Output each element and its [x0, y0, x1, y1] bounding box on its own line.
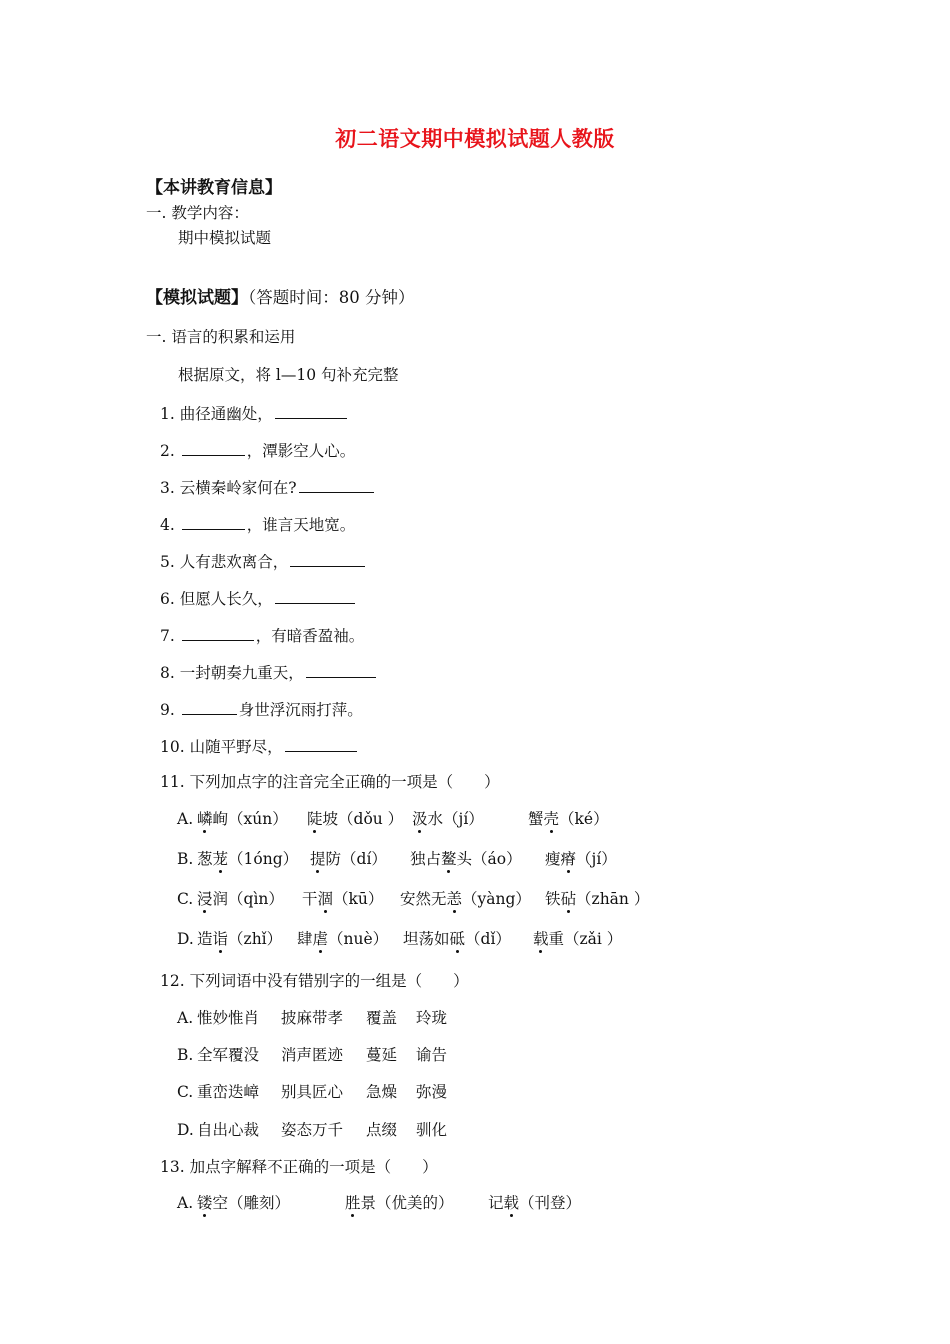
emphasis-dotted-char: 壳 [543, 810, 560, 828]
word-plain: （dǐ） [465, 930, 511, 948]
word-plain: 防（dí） [325, 850, 387, 868]
word-plain: （kū） [333, 890, 384, 908]
q12-stem: 12. 下列词语中没有错别字的一组是（ ） [160, 972, 469, 990]
answer-blank [182, 698, 237, 715]
q12-option-word: 急燥 [366, 1083, 398, 1101]
q11-option-label: B. [177, 850, 194, 868]
q11-option-label: C. [177, 890, 194, 908]
q12-option-word: 消声匿迹 [281, 1046, 344, 1064]
q11-option-label: D. [177, 930, 194, 948]
q12-option-label: C. [177, 1083, 194, 1101]
exam-section-header: 【模拟试题】 [146, 288, 248, 308]
q11-option-word [533, 929, 622, 949]
word-plain: 记 [488, 1194, 504, 1212]
answer-blank [299, 476, 374, 493]
word-plain: 铁 [545, 890, 561, 908]
exam-time-note: （答题时间：80 分钟） [248, 288, 415, 307]
fill-item [160, 439, 355, 461]
fill-item-text-before: 但愿人长久， [179, 590, 273, 608]
fill-item-text-after: ，谁言天地宽。 [246, 516, 356, 534]
q11-option-word [302, 889, 383, 909]
fill-item-text-before: 云横秦岭家何在? [179, 479, 297, 497]
word-plain: 造 [197, 930, 213, 948]
q11-option-word [545, 849, 617, 869]
emphasis-dotted-char: 嶙 [197, 810, 213, 828]
q12-option-word: 自出心裁 [197, 1121, 260, 1139]
q12-option-word: 点缀 [366, 1121, 398, 1139]
part1-instruction: 根据原文，将 l—10 句补充完整 [178, 366, 399, 384]
q13-stem: 13. 加点字解释不正确的一项是（ ） [160, 1158, 438, 1176]
q12-option-word: 披麻带孝 [281, 1009, 344, 1027]
emphasis-dotted-char: 涸 [317, 890, 334, 908]
q11-option-word [197, 809, 288, 829]
answer-blank [182, 624, 254, 641]
word-plain: （zhǐ） [228, 930, 283, 948]
teaching-content-text: 期中模拟试题 [178, 229, 272, 247]
word-plain: （nuè） [328, 930, 389, 948]
word-plain: 润（qìn） [212, 890, 284, 908]
word-plain: 坦荡如 [403, 930, 450, 948]
q13-option-word [488, 1193, 581, 1213]
word-plain: 水（jí） [427, 810, 484, 828]
q11-option-word [297, 929, 388, 949]
q12-option-word: 别具匠心 [281, 1083, 344, 1101]
info-section-header: 【本讲教育信息】 [146, 178, 282, 198]
fill-item-text-before: 人有悲欢离合， [179, 553, 289, 571]
emphasis-dotted-char: 陡 [307, 810, 323, 828]
fill-item-number: 1. [160, 405, 180, 423]
q12-option-word: 重峦迭嶂 [197, 1083, 260, 1101]
emphasis-dotted-char: 恙 [446, 890, 463, 908]
word-plain: 重（zǎi ） [548, 930, 623, 948]
word-plain: （yàng） [462, 890, 531, 908]
emphasis-dotted-char: 镂 [197, 1194, 213, 1212]
q11-option-word [400, 889, 531, 909]
word-plain: （jí） [576, 850, 617, 868]
emphasis-dotted-char: 砥 [449, 930, 466, 948]
q13-option-word [197, 1193, 290, 1213]
q11-option-word [412, 809, 484, 829]
fill-item-text-after: 身世浮沉雨打萍。 [238, 701, 363, 719]
emphasis-dotted-char: 浸 [197, 890, 213, 908]
word-plain: 头（áo） [456, 850, 522, 868]
word-plain: 峋（xún） [212, 810, 288, 828]
fill-item-number: 8. [160, 664, 180, 682]
exam-section-header-line [146, 288, 415, 308]
fill-item-number: 5. [160, 553, 180, 571]
q12-option-word: 全军覆没 [197, 1046, 260, 1064]
emphasis-dotted-char: 鳌 [441, 850, 457, 868]
teaching-content-label: 一. 教学内容： [146, 204, 249, 222]
q11-option-word [528, 809, 609, 829]
q12-option-word: 蔓延 [366, 1046, 398, 1064]
emphasis-dotted-char: 诣 [212, 930, 229, 948]
word-plain: （ké） [559, 810, 609, 828]
q12-option-word: 玲珑 [416, 1009, 448, 1027]
fill-item [160, 698, 363, 720]
document-title: 初二语文期中模拟试题人教版 [335, 126, 615, 151]
word-plain: 瘦 [545, 850, 561, 868]
q11-option-word [545, 889, 649, 909]
answer-blank [275, 402, 347, 419]
word-plain: （zhān ） [576, 890, 650, 908]
fill-item [160, 476, 376, 498]
answer-blank [290, 550, 365, 567]
fill-item-number: 4. [160, 516, 180, 534]
fill-item-number: 2. [160, 442, 180, 460]
q12-option-label: B. [177, 1046, 194, 1064]
answer-blank [275, 587, 355, 604]
emphasis-dotted-char: 汲 [412, 810, 428, 828]
q12-option-word: 惟妙惟肖 [197, 1009, 260, 1027]
q13-option-label: A. [177, 1194, 194, 1212]
q11-option-word [197, 929, 282, 949]
fill-item [160, 661, 378, 683]
fill-item-number: 6. [160, 590, 180, 608]
word-plain: 空（雕刻） [212, 1194, 291, 1212]
word-plain: 干 [302, 890, 318, 908]
emphasis-dotted-char: 载 [503, 1194, 520, 1212]
fill-item [160, 513, 355, 535]
fill-item-text-before: 山随平野尽， [189, 738, 283, 756]
fill-item-number: 10. [160, 738, 190, 756]
fill-item-text-before: 曲径通幽处， [179, 405, 273, 423]
fill-item-text-after: ，潭影空人心。 [246, 442, 356, 460]
answer-blank [182, 513, 245, 530]
emphasis-dotted-char: 砧 [560, 890, 577, 908]
fill-item-number: 9. [160, 701, 180, 719]
emphasis-dotted-char: 胜 [345, 1194, 361, 1212]
q11-option-word [197, 889, 284, 909]
emphasis-dotted-char: 瘠 [560, 850, 577, 868]
emphasis-dotted-char: 载 [533, 930, 549, 948]
q11-option-word [197, 849, 298, 869]
q13-option-word [345, 1193, 454, 1213]
word-plain: （刊登） [519, 1194, 582, 1212]
q11-option-label: A. [177, 810, 194, 828]
word-plain: （1óng） [228, 850, 299, 868]
q11-option-word [307, 809, 403, 829]
word-plain: 肆 [297, 930, 313, 948]
q12-option-word: 驯化 [416, 1121, 448, 1139]
q12-option-word: 弥漫 [416, 1083, 448, 1101]
q11-stem: 11. 下列加点字的注音完全正确的一项是（ ） [160, 773, 500, 791]
word-plain: 蟹 [528, 810, 544, 828]
answer-blank [306, 661, 376, 678]
fill-item-number: 3. [160, 479, 180, 497]
q12-option-word: 覆盖 [366, 1009, 398, 1027]
fill-item [160, 402, 349, 424]
fill-item [160, 550, 367, 572]
fill-item [160, 624, 364, 646]
q12-option-label: A. [177, 1009, 194, 1027]
q11-option-word [403, 929, 511, 949]
answer-blank [285, 735, 357, 752]
q11-option-word [310, 849, 387, 869]
word-plain: 安然无 [400, 890, 447, 908]
fill-item [160, 735, 359, 757]
emphasis-dotted-char: 提 [310, 850, 326, 868]
q12-option-word: 姿态万千 [281, 1121, 344, 1139]
q11-option-word [410, 849, 522, 869]
fill-item-text-after: ，有暗香盈袖。 [255, 627, 365, 645]
answer-blank [182, 439, 245, 456]
word-plain: 独占 [410, 850, 442, 868]
fill-item [160, 587, 357, 609]
q12-option-word: 谕告 [416, 1046, 448, 1064]
fill-item-number: 7. [160, 627, 180, 645]
word-plain: 坡（dǒu ） [322, 810, 404, 828]
word-plain: 葱 [197, 850, 213, 868]
q12-option-label: D. [177, 1121, 194, 1139]
emphasis-dotted-char: 茏 [212, 850, 229, 868]
part1-title: 一. 语言的积累和运用 [146, 328, 296, 346]
word-plain: 景（优美的） [360, 1194, 454, 1212]
fill-item-text-before: 一封朝奏九重天， [179, 664, 304, 682]
emphasis-dotted-char: 虐 [312, 930, 329, 948]
